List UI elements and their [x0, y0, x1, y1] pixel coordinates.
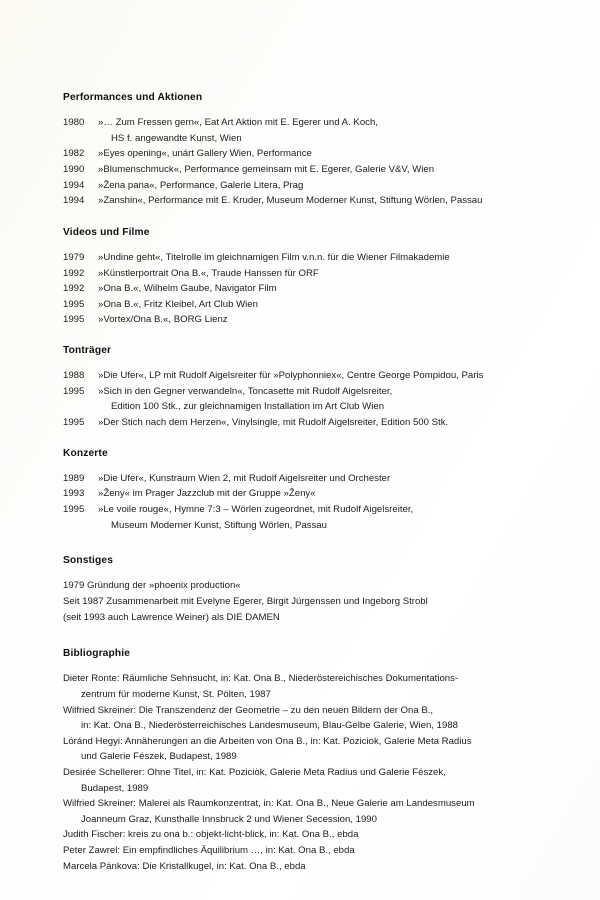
list-item	[63, 384, 560, 415]
entry-year: 1993	[63, 488, 85, 500]
entry-year: 1995	[63, 504, 85, 516]
list-item	[63, 146, 560, 162]
entry-line-primary: Dieter Ronte: Räumliche Sehnsucht, in: Kat. Ona B., Niederöstereichisches Dokumentations-	[63, 673, 459, 685]
sections-container	[63, 92, 560, 874]
entry-text	[98, 250, 560, 266]
section-sonstiges	[63, 555, 560, 625]
section-heading-sonstiges: Sonstiges	[63, 555, 114, 567]
list-item	[63, 843, 560, 859]
entry-year: 1995	[63, 385, 85, 397]
list-item	[63, 486, 560, 502]
list-item	[63, 115, 560, 146]
section-spacer	[63, 625, 560, 648]
entry-text	[98, 193, 560, 209]
entry-year: 1990	[63, 164, 85, 176]
entry-line-primary: Wilfried Skreiner: Die Transzendenz der Geometrie – zu den neuen Bildern der Ona B.,	[63, 704, 434, 716]
entry-text	[98, 146, 560, 162]
entry-year: 1988	[63, 370, 85, 382]
entry-line-primary: »Le voile rouge«, Hymne 7:3 – Wörlen zugeordnet, mit Rudolf Aigelsreiter,	[98, 504, 414, 516]
section-heading-tontraeger: Tonträger	[63, 345, 112, 356]
entry-line-primary: Desirée Schellerer: Ohne Titel, in: Kat. Poziciòk, Galerie Meta Radius und Galerie Fészek,	[63, 767, 446, 779]
entry-line-primary: »Eyes opening«, unárt Gallery Wien, Performance	[98, 148, 312, 160]
entry-year: 1992	[63, 283, 85, 295]
entry-year: 1994	[63, 179, 85, 191]
list-item	[63, 162, 560, 178]
entry-line-primary: »Die Ufer«, Kunstraum Wien 2, mit Rudolf Aigelsreiter und Orchester	[98, 472, 391, 484]
entry-year: 1980	[63, 117, 85, 129]
list-item	[63, 734, 560, 765]
section-spacer	[63, 533, 560, 555]
list-item	[63, 796, 560, 827]
entry-year: 1995	[63, 417, 85, 429]
entry-line-primary: »… Zum Fressen gern«, Eat Art Aktion mit E. Egerer und A. Koch,	[98, 117, 378, 129]
entry-list-videos	[63, 250, 560, 328]
entry-list-konzerte	[63, 471, 560, 533]
entry-year: 1979	[63, 252, 85, 264]
entry-text	[98, 312, 560, 328]
entry-line-primary: »Žena pana«, Performance, Galerie Litera, Prag	[98, 179, 304, 191]
entry-year: 1994	[63, 195, 85, 207]
entry-line-primary: »Ona B.«, Wilhelm Gaube, Navigator Film	[98, 283, 277, 295]
list-item	[63, 610, 560, 626]
entry-line-continuation: Edition 100 Stk., zur gleichnamigen Installation im Art Club Wien	[111, 401, 385, 413]
list-item	[63, 312, 560, 328]
list-item	[63, 703, 560, 734]
list-item	[63, 765, 560, 796]
list-item	[63, 827, 560, 843]
entry-line-primary: »Sich in den Gegner verwandeln«, Toncasette mit Rudolf Aigelsreiter,	[98, 385, 393, 397]
entry-text	[98, 384, 560, 415]
list-item	[63, 671, 560, 702]
section-spacer	[63, 328, 560, 345]
entry-line-primary: »Undine geht«, Titelrolle im gleichnamigen Film v.n.n. für die Wiener Filmakademie	[98, 252, 450, 264]
entry-list-bibliographie	[63, 671, 560, 874]
entry-text	[98, 471, 560, 487]
entry-line-primary: Seit 1987 Zusammenarbeit mit Evelyne Egerer, Birgit Jürgenssen und Ingeborg Strobl	[63, 596, 428, 608]
entry-line-primary: Judith Fischer: kreis zu ona b.: objekt-licht-blick, in: Kat. Ona B., ebda	[63, 829, 359, 841]
section-tontraeger	[63, 345, 560, 431]
entry-text	[98, 162, 560, 178]
entry-year: 1982	[63, 148, 85, 160]
section-heading-konzerte: Konzerte	[63, 447, 108, 459]
section-spacer	[63, 431, 560, 448]
list-item	[63, 594, 560, 610]
list-item	[63, 578, 560, 594]
list-item	[63, 297, 560, 313]
section-spacer	[63, 209, 560, 227]
entry-line-continuation: Budapest, 1989	[81, 782, 149, 794]
entry-year: 1989	[63, 472, 85, 484]
list-item	[63, 471, 560, 487]
entry-line-continuation: Joanneum Graz, Kunsthalle Innsbruck 2 und Wiener Secession, 1990	[81, 813, 377, 825]
entry-list-performances	[63, 115, 560, 209]
section-performances	[63, 92, 560, 209]
list-item	[63, 368, 560, 384]
section-videos	[63, 227, 560, 328]
list-item	[63, 281, 560, 297]
entry-text	[98, 297, 560, 313]
entry-year: 1995	[63, 314, 85, 326]
entry-line-primary: Lóránd Hegyi: Annäherungen an die Arbeiten von Ona B., in: Kat. Poziciok, Galerie Meta Radius	[63, 735, 472, 747]
entry-line-primary: »Zanshin«, Performance mit E. Kruder, Museum Moderner Kunst, Stiftung Wörlen, Passau	[98, 195, 483, 207]
entry-text	[98, 502, 560, 533]
entry-line-primary: (seit 1993 auch Lawrence Weiner) als DIE DAMEN	[63, 611, 280, 623]
list-item	[63, 250, 560, 266]
entry-text	[98, 266, 560, 282]
entry-list-sonstiges	[63, 578, 560, 625]
list-item	[63, 502, 560, 533]
entry-year: 1992	[63, 267, 85, 279]
entry-line-primary: »Ona B.«, Fritz Kleibel, Art Club Wien	[98, 298, 258, 310]
section-heading-videos: Videos und Filme	[63, 226, 150, 238]
entry-line-primary: »Blumenschmuck«, Performance gemeinsam mit E. Egerer, Galerie V&V, Wien	[98, 164, 435, 176]
list-item	[63, 193, 560, 209]
entry-text	[98, 178, 560, 194]
entry-line-continuation: HS f. angewandte Kunst, Wien	[111, 132, 242, 144]
entry-line-primary: »Die Ufer«, LP mit Rudolf Aigelsreiter für »Polyphonniex«, Centre George Pompidou, Paris	[98, 370, 484, 382]
entry-line-primary: »Der Stich nach dem Herzen«, Vinylsingle, mit Rudolf Aigelsreiter, Edition 500 Stk.	[98, 417, 449, 429]
entry-line-primary: 1979 Gründung der »phoenix production«	[63, 580, 241, 592]
list-item	[63, 859, 560, 875]
list-item	[63, 415, 560, 431]
list-item	[63, 266, 560, 282]
entry-line-primary: Wilfried Skreiner: Malerei als Raumkonzentrat, in: Kat. Ona B., Neue Galerie am Landesmuseum	[63, 798, 475, 810]
entry-line-continuation: und Galerie Fészek, Budapest, 1989	[81, 751, 237, 763]
section-heading-bibliographie: Bibliographie	[63, 648, 131, 660]
entry-line-primary: »Künstlerportrait Ona B.«, Traude Hanssen für ORF	[98, 267, 319, 279]
section-bibliographie	[63, 648, 560, 874]
list-item	[63, 178, 560, 194]
entry-text	[98, 115, 560, 146]
entry-line-primary: »Vortex/Ona B.«, BORG Lienz	[98, 314, 228, 326]
section-heading-performances: Performances und Aktionen	[63, 92, 203, 103]
entry-line-primary: Peter Zawrel: Ein empfindliches Äquilibrium …, in: Kat. Ona B., ebda	[63, 845, 355, 856]
entry-text	[98, 486, 560, 502]
entry-text	[98, 415, 560, 431]
section-konzerte	[63, 448, 560, 534]
entry-line-continuation: Museum Moderner Kunst, Stiftung Wörlen, Passau	[111, 519, 327, 531]
entry-line-primary: »Ženy« im Prager Jazzclub mit der Gruppe »Ženy«	[98, 488, 316, 500]
entry-text	[98, 281, 560, 297]
entry-year: 1995	[63, 298, 85, 310]
entry-list-tontraeger	[63, 368, 560, 430]
entry-line-continuation: zentrum für moderne Kunst, St. Pölten, 1987	[81, 689, 271, 701]
entry-line-primary: Marcela Pánkova: Die Kristallkugel, in: Kat. Ona B., ebda	[63, 860, 306, 872]
entry-text	[98, 368, 560, 384]
entry-line-continuation: in: Kat. Ona B., Niederösterreichisches Landesmuseum, Blau-Gelbe Galerie, Wien, 1988	[81, 720, 459, 732]
